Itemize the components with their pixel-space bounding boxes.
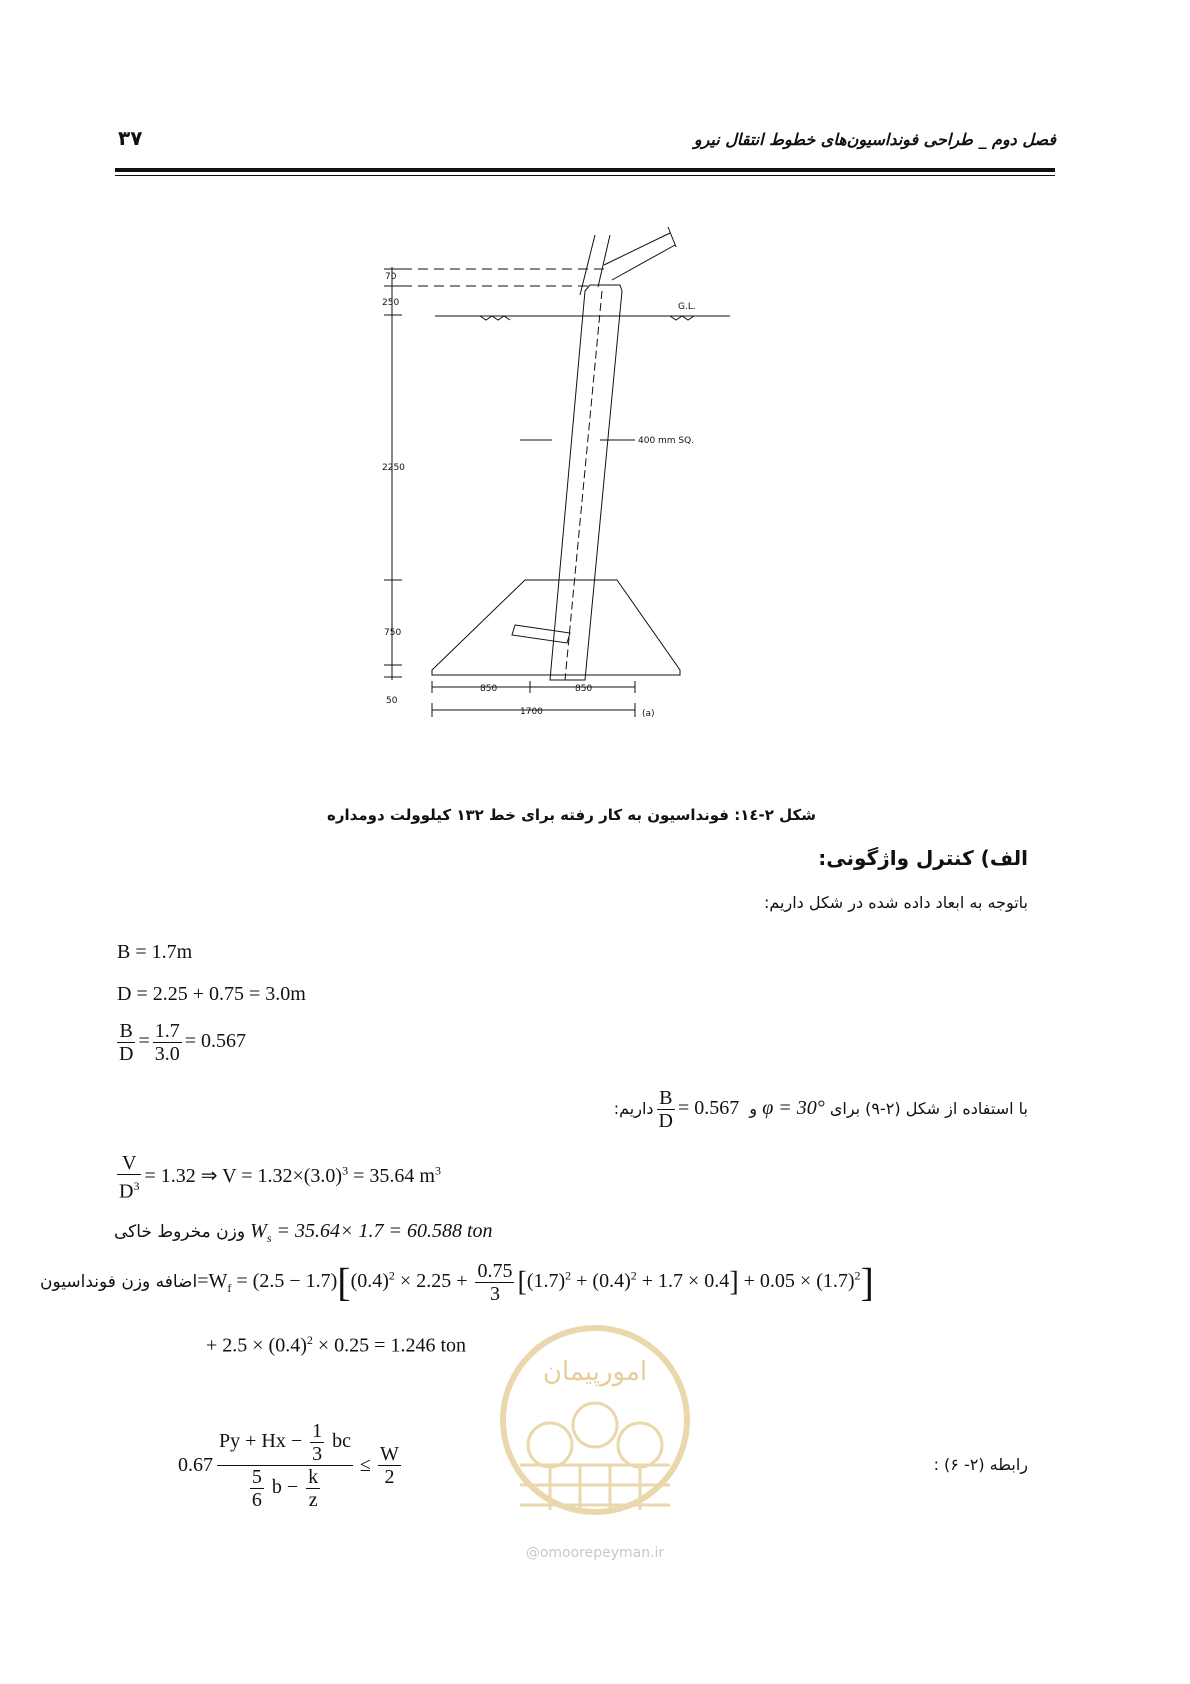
dim-750: 750 (384, 628, 402, 638)
v-tail: = 35.64 m (348, 1164, 435, 1187)
and-text: و (749, 1099, 758, 1119)
header-rule-thick (115, 168, 1055, 172)
use-text-after: داریم: (613, 1099, 654, 1119)
eq-ws: وزن مخروط خاکی $W_s = 35.64\times 1.7 = 60.588$ ton (114, 1220, 493, 1245)
dim-1700: 1700 (520, 707, 543, 717)
panel-label: (a) (642, 709, 655, 719)
v-den: D (119, 1180, 134, 1203)
use-bd-num: B (657, 1087, 675, 1110)
bd-den: 3.0 (154, 1043, 180, 1065)
wf-g: + 1.7 × 0.4 (636, 1270, 730, 1293)
rel-den-f1-den: 6 (251, 1489, 262, 1511)
intro-text: باتوجه به ابعاد داده شده در شکل داریم: (763, 893, 1028, 912)
relation-label: رابطه (۲- ۶) : (933, 1455, 1028, 1474)
eq-bd: $\frac{B}{D}$ = $\frac{1.7}{3.0}$ = 0.567 (119, 1020, 247, 1065)
use-text-before: با استفاده از شکل (۲-۹) برای (829, 1099, 1028, 1119)
section-heading: الف) کنترل واژگونی: (818, 846, 1028, 870)
header-rule-thin (115, 175, 1055, 176)
eq-b: B = 1.7m (117, 941, 193, 963)
wf-a: =W (197, 1270, 228, 1293)
rel-den-f1-num: 5 (251, 1466, 262, 1488)
eq-wf: اضافه وزن $فونداسیون=W_f = (2.5 - 1.7)[(0.4)^2 \times 2.25$ + $\frac{0.75}{3}$ $[(1.7)^2 + (0.4)^2 + 1.7 \times 0.4] + 0.05 \times (1.7)^2$] (40, 1259, 874, 1305)
wf-f: + (0.4) (571, 1270, 631, 1293)
use-figure-line (614, 1087, 1028, 1132)
dim-2250: 2250 (382, 463, 405, 473)
wf-d: × 2.25 + (394, 1270, 473, 1293)
ground-level-label: G.L. (678, 302, 696, 312)
bd-num: 1.7 (154, 1020, 180, 1042)
eq-relation (178, 1420, 404, 1511)
ws-expr: = 35.64× 1.7 = 60.588 ton (276, 1220, 493, 1242)
wf-frac-den: 3 (489, 1283, 500, 1305)
rel-le: ≤ (360, 1454, 371, 1476)
rel-num-f-num: 1 (312, 1420, 323, 1442)
wf-h: + 0.05 × (1.7) (738, 1270, 855, 1293)
page-number: ۳۷ (118, 126, 143, 150)
dim-850-left: 850 (480, 684, 498, 694)
watermark-logo (490, 1325, 700, 1565)
rel-den-f2-den: z (308, 1489, 318, 1511)
dim-250: 250 (382, 298, 400, 308)
rel-den-mid: b − (266, 1476, 304, 1499)
use-bd-val: = 0.567 (677, 1097, 740, 1120)
rel-num-b: bc (327, 1430, 352, 1453)
phi-value: φ = 30° (762, 1097, 825, 1120)
v-num: V (117, 1152, 141, 1175)
eq-volume: $\frac{V}{D^3}$ = 1.32 ⇒ $V = 1.32\times(3.0)^3 = 35.64$ $m^3$ (119, 1152, 441, 1203)
eq-d: D = 2.25 + 0.75 = 3.0m (117, 983, 306, 1005)
wf-line2-tail: × 0.25 = 1.246 ton (312, 1334, 467, 1357)
wf-frac-num: 0.75 (477, 1260, 513, 1282)
eq-wf-line2: + $2.5 \times (0.4)^2 \times 0.25 = 1.246$ ton (206, 1333, 467, 1357)
figure-caption: شکل ۲-۱٤: فونداسیون به کار رفته برای خط ۱۳۲ کیلوولت دومداره (327, 806, 816, 824)
ws-label: وزن مخروط خاکی (114, 1222, 246, 1242)
use-bd-den: D (658, 1110, 673, 1132)
v-rest: = 1.32 ⇒ V = 1.32×(3.0) (144, 1164, 343, 1187)
wf-line2: + 2.5 × (0.4) (206, 1334, 307, 1357)
watermark-brand: امورپیمان (542, 1357, 648, 1387)
dim-850-right: 850 (575, 684, 593, 694)
dim-50: 50 (386, 696, 398, 706)
rel-w-den: 2 (384, 1466, 395, 1488)
dim-70: 70 (385, 272, 397, 282)
rel-w-num: W (380, 1443, 399, 1465)
chapter-title: فصل دوم _ طراحی فونداسیون‌های خطوط انتقال نیرو (693, 130, 1056, 149)
wf-b: = (2.5 − 1.7) (231, 1270, 338, 1293)
foundation-drawing (380, 225, 800, 785)
wf-label: اضافه وزن فونداسیون (40, 1272, 198, 1293)
bd-left-num: B (117, 1020, 135, 1043)
rel-num-a: Py + Hx − (219, 1430, 308, 1453)
watermark-url: @omoorepeyman.ir (525, 1545, 665, 1561)
rel-num-f-den: 3 (312, 1443, 323, 1465)
bd-left-den: D (119, 1043, 134, 1065)
section-label: 400 mm SQ. (638, 436, 695, 446)
rel-den-f2-num: k (308, 1466, 319, 1488)
bd-result: = 0.567 (184, 1030, 247, 1053)
wf-e: (1.7) (526, 1270, 566, 1293)
rel-coef: 0.67 (178, 1454, 213, 1476)
wf-c: (0.4) (350, 1270, 389, 1293)
